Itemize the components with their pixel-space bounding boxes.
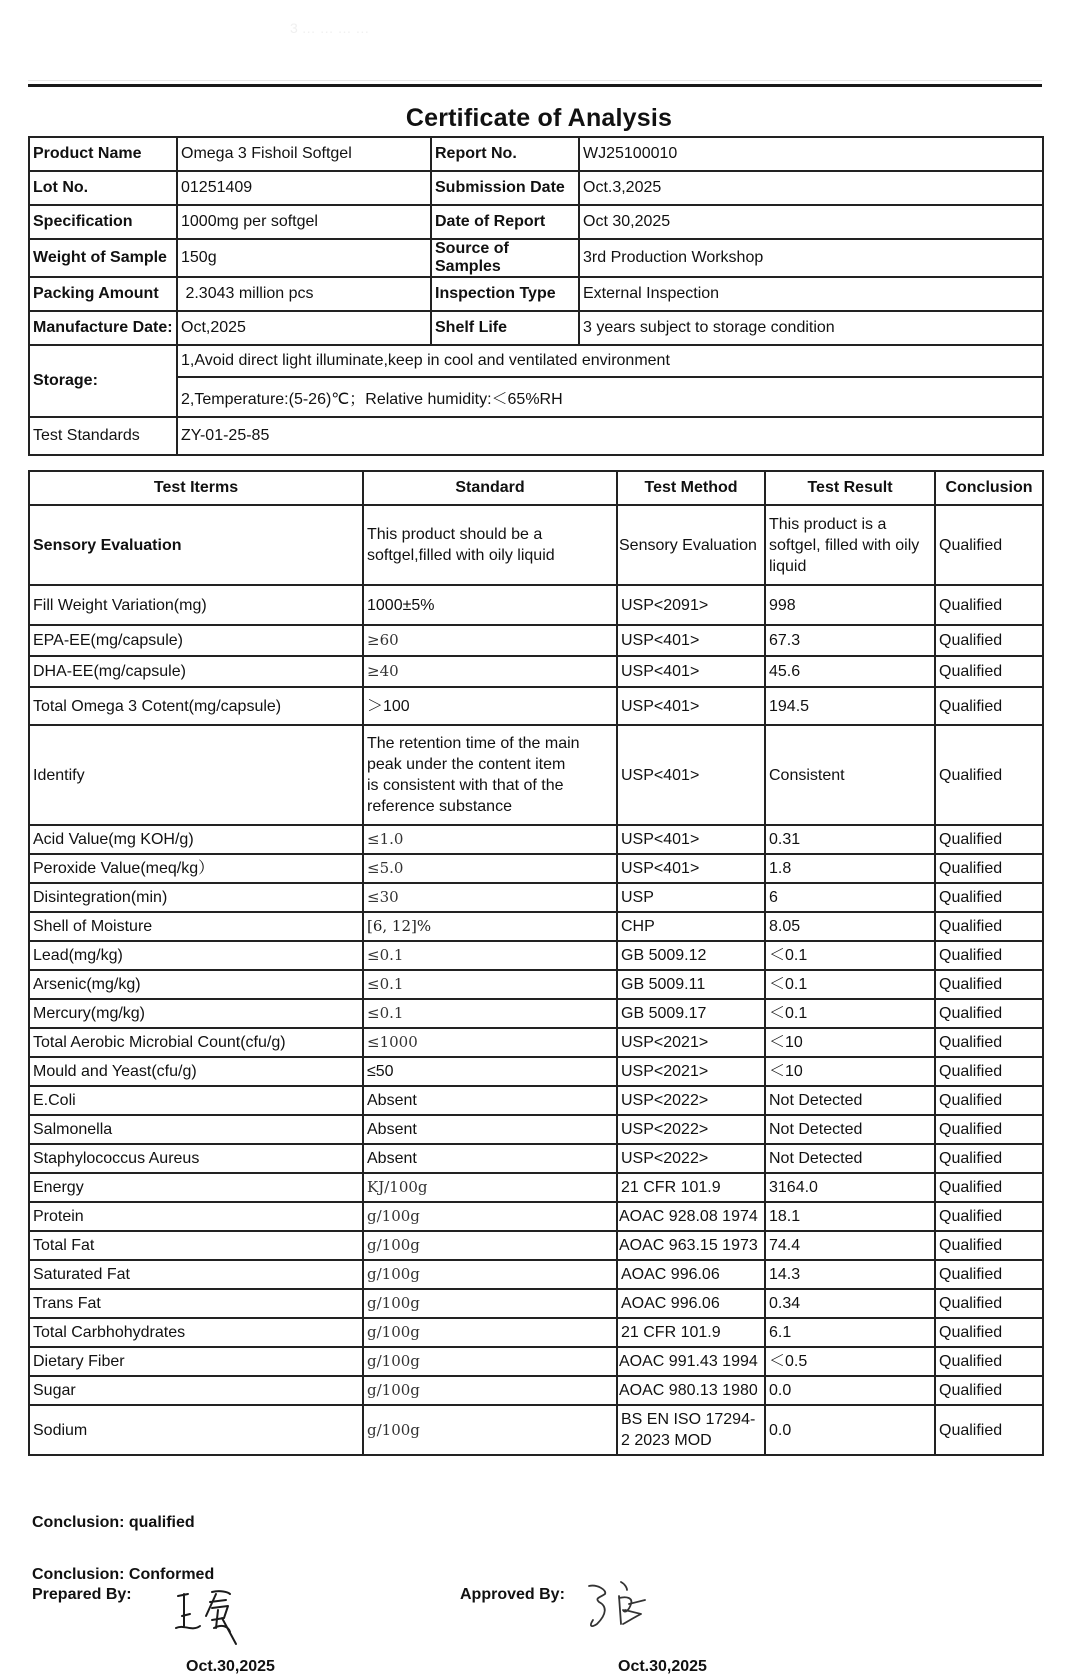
weight-of-sample-value: 150g: [177, 239, 431, 277]
header-test-result: Test Result: [765, 471, 935, 505]
test-conclusion: Qualified: [935, 1057, 1043, 1086]
test-conclusion: Qualified: [935, 825, 1043, 854]
test-item: Sodium: [29, 1405, 363, 1455]
test-standard: Absent: [363, 1115, 617, 1144]
table-row: [29, 1231, 1043, 1260]
specification-label: Specification: [29, 205, 177, 239]
test-conclusion: Qualified: [935, 505, 1043, 585]
test-standard: ≤0.1: [363, 941, 617, 970]
test-results-table: [28, 470, 1044, 1456]
test-method: GB 5009.12: [617, 941, 765, 970]
table-row: [29, 505, 1043, 585]
test-method: USP<401>: [617, 687, 765, 725]
date-of-report-label: Date of Report: [431, 205, 579, 239]
test-result: 998: [765, 585, 935, 625]
test-method: USP<401>: [617, 854, 765, 883]
conclusion-conformed: Conclusion: Conformed: [32, 1566, 215, 1583]
table-row: [29, 1057, 1043, 1086]
test-item: Energy: [29, 1173, 363, 1202]
test-conclusion: Qualified: [935, 1318, 1043, 1347]
test-item: Arsenic(mg/kg): [29, 970, 363, 999]
test-item: Saturated Fat: [29, 1260, 363, 1289]
test-item: Total Aerobic Microbial Count(cfu/g): [29, 1028, 363, 1057]
test-standard: 1000±5%: [363, 585, 617, 625]
test-conclusion: Qualified: [935, 1405, 1043, 1455]
table-header-row: [29, 471, 1043, 505]
test-item: Salmonella: [29, 1115, 363, 1144]
table-row: [29, 1405, 1043, 1455]
test-method: CHP: [617, 912, 765, 941]
info-row: [29, 345, 1043, 377]
test-result: 6.1: [765, 1318, 935, 1347]
test-standards-value: ZY-01-25-85: [177, 417, 1043, 455]
header-test-items: Test Iterms: [29, 471, 363, 505]
table-row: [29, 999, 1043, 1028]
test-result: 0.0: [765, 1376, 935, 1405]
test-conclusion: Qualified: [935, 999, 1043, 1028]
test-result: 0.34: [765, 1289, 935, 1318]
test-conclusion: Qualified: [935, 656, 1043, 687]
approved-date: Oct.30,2025: [618, 1658, 707, 1675]
test-method: USP<2091>: [617, 585, 765, 625]
test-standard: g/100g: [363, 1260, 617, 1289]
test-result: 74.4: [765, 1231, 935, 1260]
test-method: USP: [617, 883, 765, 912]
specification-value: 1000mg per softgel: [177, 205, 431, 239]
table-row: [29, 912, 1043, 941]
test-standard: ＞100: [363, 687, 617, 725]
test-standard: ≤5.0: [363, 854, 617, 883]
test-result: Not Detected: [765, 1086, 935, 1115]
date-of-report-value: Oct 30,2025: [579, 205, 1043, 239]
header-rule-light: [28, 80, 1042, 81]
header-test-method: Test Method: [617, 471, 765, 505]
test-standards-label: Test Standards: [29, 417, 177, 455]
test-item: Sugar: [29, 1376, 363, 1405]
info-row: [29, 239, 1043, 277]
info-row: [29, 417, 1043, 455]
test-result: 6: [765, 883, 935, 912]
test-method: USP<401>: [617, 825, 765, 854]
test-standard: ≤50: [363, 1057, 617, 1086]
test-conclusion: Qualified: [935, 1231, 1043, 1260]
approved-by-label: Approved By:: [460, 1586, 565, 1603]
storage-line-2: 2,Temperature:(5-26)℃；Relative humidity:＜65%RH: [177, 377, 1043, 417]
test-method: USP<401>: [617, 725, 765, 825]
test-method: BS EN ISO 17294-2 2023 MOD: [617, 1405, 765, 1455]
test-result: ＜0.1: [765, 999, 935, 1028]
product-info-table: [28, 136, 1044, 456]
manufacture-date-label: Manufacture Date:: [29, 311, 177, 345]
test-result: 14.3: [765, 1260, 935, 1289]
table-row: [29, 687, 1043, 725]
test-standard: Absent: [363, 1144, 617, 1173]
submission-date-label: Submission Date: [431, 171, 579, 205]
lot-no-value: 01251409: [177, 171, 431, 205]
test-method: GB 5009.17: [617, 999, 765, 1028]
product-name-value: Omega 3 Fishoil Softgel: [177, 137, 431, 171]
inspection-type-value: External Inspection: [579, 277, 1043, 311]
test-item: Total Omega 3 Cotent(mg/capsule): [29, 687, 363, 725]
test-conclusion: Qualified: [935, 1144, 1043, 1173]
table-row: [29, 725, 1043, 825]
test-result: 3164.0: [765, 1173, 935, 1202]
approved-by-signature-icon: [585, 1580, 655, 1635]
table-row: [29, 1173, 1043, 1202]
test-result: 45.6: [765, 656, 935, 687]
test-result: 1.8: [765, 854, 935, 883]
table-row: [29, 1318, 1043, 1347]
test-item: Lead(mg/kg): [29, 941, 363, 970]
header-standard: Standard: [363, 471, 617, 505]
manufacture-date-value: Oct,2025: [177, 311, 431, 345]
test-standard: g/100g: [363, 1347, 617, 1376]
table-row: [29, 970, 1043, 999]
source-of-samples-value: 3rd Production Workshop: [579, 239, 1043, 277]
test-item: E.Coli: [29, 1086, 363, 1115]
test-method: GB 5009.11: [617, 970, 765, 999]
test-method: USP<2022>: [617, 1144, 765, 1173]
header-conclusion: Conclusion: [935, 471, 1043, 505]
test-method: USP<2022>: [617, 1086, 765, 1115]
test-method: USP<2022>: [617, 1115, 765, 1144]
test-standard: g/100g: [363, 1376, 617, 1405]
table-row: [29, 1086, 1043, 1115]
shelf-life-label: Shelf Life: [431, 311, 579, 345]
test-standard: g/100g: [363, 1289, 617, 1318]
test-conclusion: Qualified: [935, 1173, 1043, 1202]
test-standard: ≤1.0: [363, 825, 617, 854]
prepared-by-signature-icon: [172, 1588, 262, 1648]
table-row: [29, 883, 1043, 912]
test-result: 194.5: [765, 687, 935, 725]
source-of-samples-label: Source of Samples: [431, 239, 579, 277]
packing-amount-label: Packing Amount: [29, 277, 177, 311]
test-item: Total Fat: [29, 1231, 363, 1260]
test-conclusion: Qualified: [935, 941, 1043, 970]
test-method: Sensory Evaluation: [617, 505, 765, 585]
table-row: [29, 1347, 1043, 1376]
test-item: Shell of Moisture: [29, 912, 363, 941]
table-row: [29, 941, 1043, 970]
table-row: [29, 585, 1043, 625]
table-row: [29, 1376, 1043, 1405]
test-result: ＜0.1: [765, 970, 935, 999]
table-row: [29, 1028, 1043, 1057]
test-conclusion: Qualified: [935, 883, 1043, 912]
test-item: Mould and Yeast(cfu/g): [29, 1057, 363, 1086]
header-rule: [28, 84, 1042, 87]
test-conclusion: Qualified: [935, 912, 1043, 941]
test-conclusion: Qualified: [935, 970, 1043, 999]
test-method: USP<401>: [617, 625, 765, 656]
test-standard: [6, 12]%: [363, 912, 617, 941]
info-row: [29, 377, 1043, 417]
test-standard: g/100g: [363, 1202, 617, 1231]
table-row: [29, 854, 1043, 883]
test-method: 21 CFR 101.9: [617, 1173, 765, 1202]
inspection-type-label: Inspection Type: [431, 277, 579, 311]
test-result: Not Detected: [765, 1115, 935, 1144]
test-conclusion: Qualified: [935, 1202, 1043, 1231]
test-item: Disintegration(min): [29, 883, 363, 912]
test-conclusion: Qualified: [935, 1289, 1043, 1318]
test-conclusion: Qualified: [935, 585, 1043, 625]
test-method: AOAC 996.06: [617, 1289, 765, 1318]
test-method: USP<2021>: [617, 1057, 765, 1086]
table-row: [29, 1202, 1043, 1231]
test-result: ＜10: [765, 1028, 935, 1057]
packing-amount-value: 2.3043 million pcs: [177, 277, 431, 311]
product-name-label: Product Name: [29, 137, 177, 171]
test-standard: ≤30: [363, 883, 617, 912]
test-method: AOAC 996.06: [617, 1260, 765, 1289]
test-item: Mercury(mg/kg): [29, 999, 363, 1028]
test-item: Trans Fat: [29, 1289, 363, 1318]
prepared-date: Oct.30,2025: [186, 1658, 275, 1675]
test-standard: ≥60: [363, 625, 617, 656]
test-result: 18.1: [765, 1202, 935, 1231]
test-conclusion: Qualified: [935, 725, 1043, 825]
test-conclusion: Qualified: [935, 1260, 1043, 1289]
weight-of-sample-label: Weight of Sample: [29, 239, 177, 277]
test-conclusion: Qualified: [935, 625, 1043, 656]
test-item: EPA-EE(mg/capsule): [29, 625, 363, 656]
test-item: Protein: [29, 1202, 363, 1231]
test-result: 67.3: [765, 625, 935, 656]
info-row: [29, 171, 1043, 205]
test-result: 8.05: [765, 912, 935, 941]
test-standard: g/100g: [363, 1231, 617, 1260]
table-row: [29, 1289, 1043, 1318]
test-method: AOAC 928.08 1974: [617, 1202, 765, 1231]
test-method: USP<401>: [617, 656, 765, 687]
info-row: [29, 137, 1043, 171]
test-method: 21 CFR 101.9: [617, 1318, 765, 1347]
test-item: DHA-EE(mg/capsule): [29, 656, 363, 687]
test-item: Identify: [29, 725, 363, 825]
table-row: [29, 1115, 1043, 1144]
prepared-by-label: Prepared By:: [32, 1586, 132, 1603]
test-standard: g/100g: [363, 1318, 617, 1347]
page-title: Certificate of Analysis: [405, 104, 673, 132]
test-conclusion: Qualified: [935, 1347, 1043, 1376]
test-item: Acid Value(mg KOH/g): [29, 825, 363, 854]
test-method: AOAC 963.15 1973: [617, 1231, 765, 1260]
test-standard: ≥40: [363, 656, 617, 687]
info-row: [29, 311, 1043, 345]
test-standard: g/100g: [363, 1405, 617, 1455]
test-result: 0.0: [765, 1405, 935, 1455]
test-standard: This product should be a softgel,filled with oily liquid: [363, 505, 617, 585]
test-conclusion: Qualified: [935, 1376, 1043, 1405]
storage-line-1: 1,Avoid direct light illuminate,keep in cool and ventilated environment: [177, 345, 1043, 377]
test-method: USP<2021>: [617, 1028, 765, 1057]
conclusion-qualified: Conclusion: qualified: [32, 1514, 195, 1531]
test-item: Dietary Fiber: [29, 1347, 363, 1376]
faded-letterhead: 3 … … … …: [290, 20, 370, 36]
info-row: [29, 205, 1043, 239]
test-result: This product is a softgel, filled with oily liquid: [765, 505, 935, 585]
test-method: AOAC 980.13 1980: [617, 1376, 765, 1405]
test-result: ＜0.5: [765, 1347, 935, 1376]
test-conclusion: Qualified: [935, 687, 1043, 725]
test-conclusion: Qualified: [935, 854, 1043, 883]
report-no-label: Report No.: [431, 137, 579, 171]
lot-no-label: Lot No.: [29, 171, 177, 205]
info-row: [29, 277, 1043, 311]
table-row: [29, 625, 1043, 656]
test-result: ＜10: [765, 1057, 935, 1086]
test-method: AOAC 991.43 1994: [617, 1347, 765, 1376]
test-standard: Absent: [363, 1086, 617, 1115]
table-row: [29, 825, 1043, 854]
test-item: Staphylococcus Aureus: [29, 1144, 363, 1173]
test-standard: ≤0.1: [363, 999, 617, 1028]
storage-label: Storage:: [29, 345, 177, 417]
test-standard: KJ/100g: [363, 1173, 617, 1202]
report-no-value: WJ25100010: [579, 137, 1043, 171]
test-item: Sensory Evaluation: [29, 505, 363, 585]
test-result: Not Detected: [765, 1144, 935, 1173]
test-item: Total Carbhohydrates: [29, 1318, 363, 1347]
test-conclusion: Qualified: [935, 1115, 1043, 1144]
table-row: [29, 1260, 1043, 1289]
table-row: [29, 656, 1043, 687]
test-item: Peroxide Value(meq/kg）: [29, 854, 363, 883]
test-standard: ≤1000: [363, 1028, 617, 1057]
test-result: ＜0.1: [765, 941, 935, 970]
test-conclusion: Qualified: [935, 1086, 1043, 1115]
test-item: Fill Weight Variation(mg): [29, 585, 363, 625]
test-standard: The retention time of the main peak under the content item is consistent with that of the reference substance: [363, 725, 617, 825]
test-result: 0.31: [765, 825, 935, 854]
shelf-life-value: 3 years subject to storage condition: [579, 311, 1043, 345]
test-conclusion: Qualified: [935, 1028, 1043, 1057]
submission-date-value: Oct.3,2025: [579, 171, 1043, 205]
test-standard: ≤0.1: [363, 970, 617, 999]
table-row: [29, 1144, 1043, 1173]
test-result: Consistent: [765, 725, 935, 825]
